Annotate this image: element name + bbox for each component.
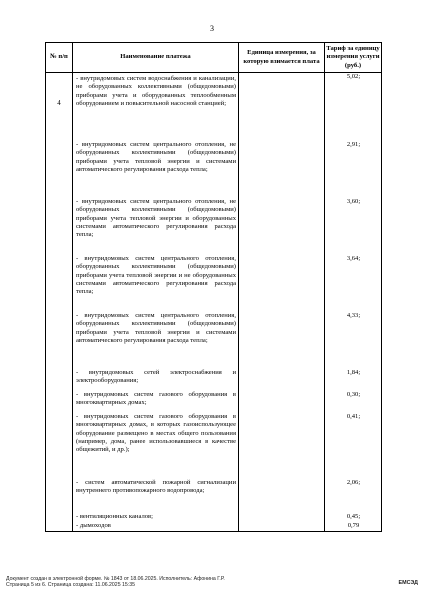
tariff-values-cell [325,73,382,532]
document-footer [6,576,225,589]
tariff-value: 0,79 [347,522,360,530]
tariff-value: 5,02; [346,73,361,81]
item-name-gas: - внутридомовых систем газового оборудования в многоквартирных домах; [76,391,236,407]
footer-document-info: Документ создан в электронной форме. № 1843 от 18.06.2025. Исполнитель: Афонина Г.Р. [6,576,225,582]
item-name-ventilation: - вентиляционных каналов; [76,513,153,521]
tariff-value: 0,45; [346,513,361,521]
row-number: 4 [46,73,73,532]
item-name-gas-common-areas: - внутридомовых систем газового оборудования в многоквартирных домах, в которых газоиспользующее оборудование размещено в местах общего пользования (например, дома, ранее использовавшиеся в качестве общежитий, и др.); [76,413,236,454]
tariff-value: 4,33; [346,312,361,320]
footer-page-info: Страница 5 из 6. Страница создана: 11.06.2025 15:35 [6,582,136,589]
item-name-electrical: - внутридомовых сетей электроснабжения и электрооборудования; [76,369,236,385]
table-row [46,73,382,532]
item-name-water-sewage: - внутридомовых систем водоснабжения и канализации, не оборудованных коллективными (общедомовыми) приборами учета и оборудованных теплообменным оборудованием и повысительной насосной станцией; [76,75,236,107]
footer-system-code: ЕМСЭД [398,580,418,586]
item-name-heating-no-meter-no-auto: - внутридомовых систем центрального отопления, не оборудованных коллективными (общедомовыми) приборами учета тепловой энергии и системами автоматического регулирования расхода тепла; [76,141,236,173]
item-name-heating-no-meter-auto: - внутридомовых систем центрального отопления, не оборудованных коллективными (общедомовыми) приборами учета тепловой энергии и оборудованных системами автоматического регулирования расхода тепла; [76,198,236,239]
unit-cell [239,73,325,532]
item-name-heating-meter-auto: - внутридомовых систем центрального отопления, оборудованных коллективными (общедомовыми) приборами учета тепловой энергии и системами автоматического регулирования расхода тепла; [76,312,236,344]
header-tariff: Тариф за единицу измерения услуги (руб.) [325,43,382,73]
table-header-row [46,43,382,73]
tariff-value: 0,30; [346,391,361,399]
payment-names-cell [73,73,239,532]
tariff-value: 2,91; [346,141,361,149]
tariff-value: 1,84; [346,369,361,377]
page-number: 3 [210,24,214,33]
tariff-value: 3,60; [346,198,361,206]
tariff-value: 2,06; [346,479,361,487]
tariff-value: 3,64; [346,255,361,263]
tariff-table [45,42,382,532]
header-number: № п/п [46,43,73,73]
item-name-heating-meter-no-auto: - внутридомовых систем центрального отопления, оборудованных коллективными (общедомовыми) приборами учета тепловой энергии и не оборудованных системами автоматического регулирования расхода тепла; [76,255,236,296]
tariff-value: 0,41; [346,413,361,421]
header-payment-name: Наименование платежа [73,43,239,73]
item-name-chimneys: - дымоходов [76,522,111,530]
header-unit: Единица измерения, за которую взимается плата [239,43,325,73]
item-name-fire-alarm: - систем автоматической пожарной сигнализации внутреннего противопожарного водопровода; [76,479,236,495]
